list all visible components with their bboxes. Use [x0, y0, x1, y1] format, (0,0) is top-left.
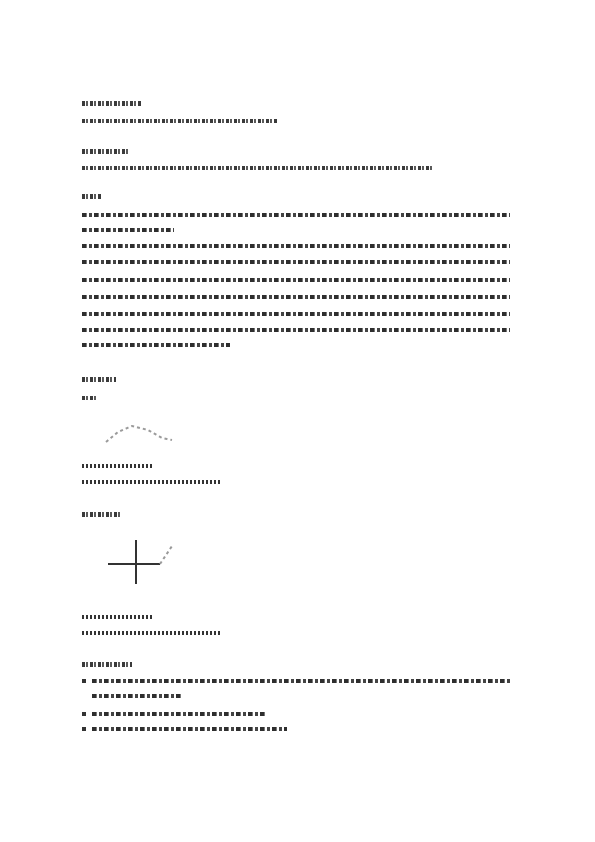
figure-1-diagram: [100, 418, 180, 448]
list-bullet: [82, 679, 86, 683]
section-3-heading: [82, 194, 102, 199]
figure-1-caption: [82, 464, 152, 468]
list-item: [92, 679, 510, 683]
paragraph-line: [82, 312, 510, 316]
figure-2-caption: [82, 615, 152, 619]
section-4-subheading: [82, 396, 96, 400]
list-bullet: [82, 712, 86, 716]
paragraph-line: [82, 328, 510, 332]
list-bullet: [82, 727, 86, 731]
figure-1-subcaption: [82, 480, 220, 484]
paragraph-line: [82, 213, 510, 217]
section-1-line: [82, 119, 277, 123]
section-2-line: [82, 166, 434, 170]
paragraph-line: [82, 295, 510, 299]
section-4-heading: [82, 377, 116, 382]
list-item-continuation: [92, 694, 182, 698]
list-item: [92, 712, 267, 716]
section-1-heading: [82, 101, 142, 106]
figure-2-subcaption: [82, 631, 220, 635]
section-8-heading: [82, 662, 132, 667]
paragraph-line: [82, 343, 230, 347]
paragraph-line: [82, 260, 510, 264]
section-2-heading: [82, 149, 128, 154]
list-item: [92, 727, 287, 731]
paragraph-line: [82, 278, 510, 282]
paragraph-line: [82, 244, 510, 248]
section-6-heading: [82, 512, 122, 517]
figure-2-diagram: [100, 540, 180, 590]
paragraph-line: [82, 228, 174, 232]
